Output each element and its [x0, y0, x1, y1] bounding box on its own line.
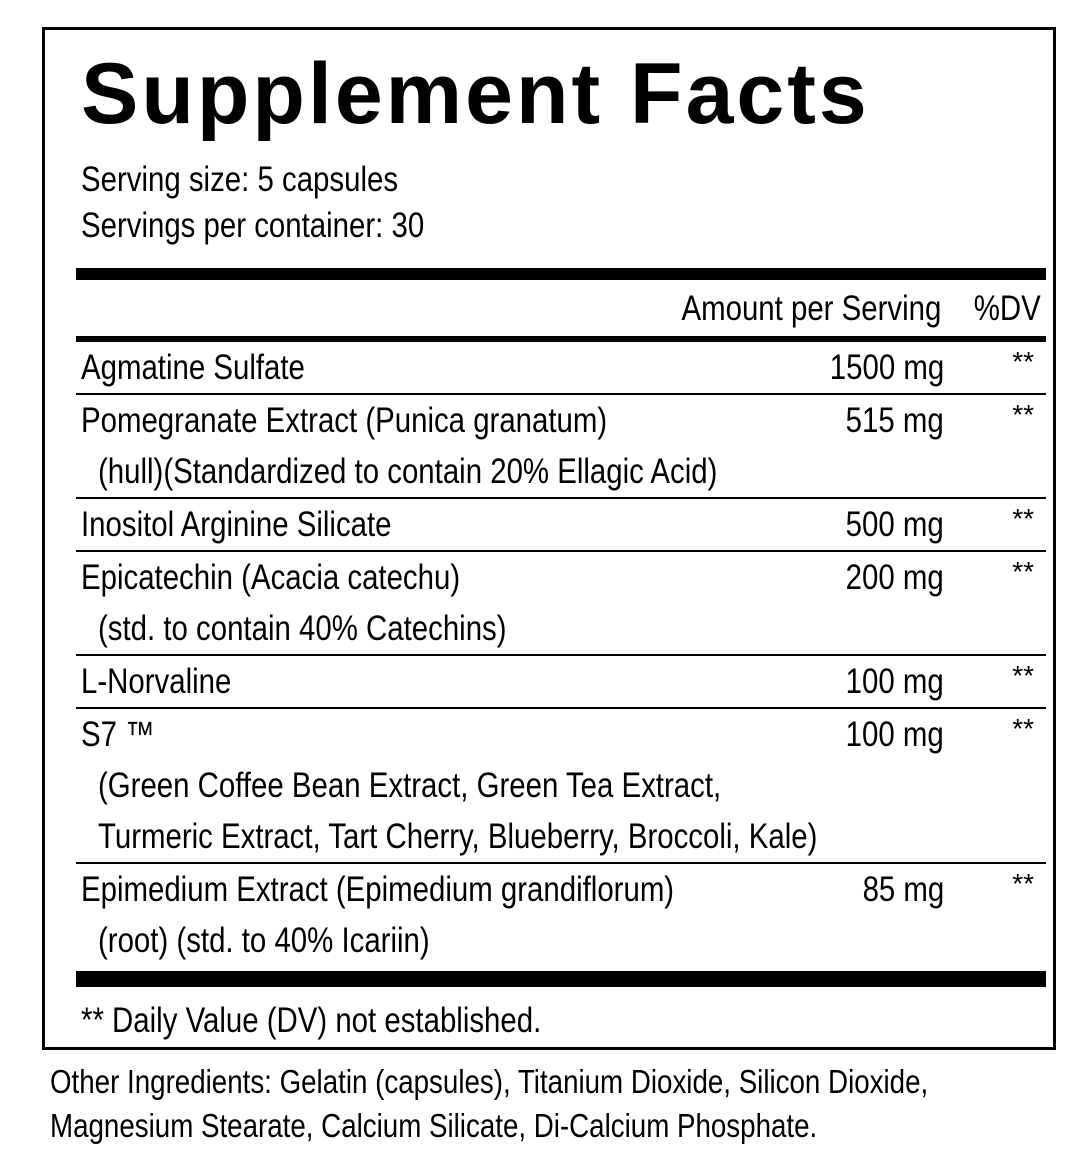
- ingredient-detail-line: [76, 603, 1046, 654]
- ingredient-detail-line: [76, 811, 1046, 862]
- ingredient-detail: (root) (std. to 40% Icariin): [98, 921, 430, 960]
- ingredient-row: [76, 709, 1046, 864]
- ingredient-amount: 100 mg: [845, 662, 944, 701]
- ingredient-name: Epimedium Extract (Epimedium grandiflorum): [81, 870, 675, 909]
- ingredient-main-line: [76, 342, 1046, 393]
- ingredient-amount: 515 mg: [845, 401, 944, 440]
- ingredient-amount: 200 mg: [845, 558, 944, 597]
- ingredient-row: [76, 552, 1046, 656]
- ingredient-main-line: [76, 395, 1046, 446]
- ingredient-row: [76, 395, 1046, 499]
- ingredient-dv: **: [1012, 399, 1034, 430]
- footnote: ** Daily Value (DV) not established.: [81, 1001, 542, 1040]
- other-ingredients-line: Other Ingredients: Gelatin (capsules), Titanium Dioxide, Silicon Dioxide,: [50, 1063, 929, 1100]
- ingredient-amount: 85 mg: [862, 870, 944, 909]
- ingredient-detail: (Green Coffee Bean Extract, Green Tea Extract,: [98, 766, 722, 805]
- supplement-facts-panel: [42, 27, 1056, 1050]
- ingredient-row: [76, 499, 1046, 552]
- ingredient-main-line: [76, 656, 1046, 707]
- ingredient-name: Epicatechin (Acacia catechu): [81, 558, 461, 597]
- ingredient-name: Agmatine Sulfate: [81, 348, 305, 387]
- other-ingredients-line: Magnesium Stearate, Calcium Silicate, Di-Calcium Phosphate.: [50, 1107, 818, 1144]
- ingredient-name: S7 ™: [81, 715, 155, 754]
- ingredient-detail-line: [76, 915, 1046, 966]
- daily-value-header: %DV: [974, 289, 1041, 328]
- ingredient-amount: 500 mg: [845, 505, 944, 544]
- ingredient-detail: (std. to contain 40% Catechins): [98, 609, 507, 648]
- amount-per-serving-header: Amount per Serving: [681, 289, 941, 328]
- ingredient-row: [76, 342, 1046, 395]
- ingredient-dv: **: [1012, 868, 1034, 899]
- ingredient-main-line: [76, 709, 1046, 760]
- ingredient-amount: 1500 mg: [829, 348, 944, 387]
- ingredient-detail-line: [76, 760, 1046, 811]
- ingredient-detail: (hull)(Standardized to contain 20% Ellagic Acid): [98, 452, 718, 491]
- ingredient-dv: **: [1012, 713, 1034, 744]
- other-ingredients: [50, 1060, 1041, 1148]
- ingredient-row: [76, 656, 1046, 709]
- serving-size: Serving size: 5 capsules: [81, 160, 399, 199]
- ingredient-dv: **: [1012, 556, 1034, 587]
- ingredient-list: [76, 342, 1046, 966]
- ingredient-detail-line: [76, 446, 1046, 497]
- ingredient-name: Pomegranate Extract (Punica granatum): [81, 401, 608, 440]
- ingredient-name: L-Norvaline: [81, 662, 232, 701]
- ingredient-main-line: [76, 864, 1046, 915]
- ingredient-main-line: [76, 499, 1046, 550]
- ingredient-name: Inositol Arginine Silicate: [81, 505, 392, 544]
- thick-divider-top: [76, 268, 1046, 280]
- ingredient-dv: **: [1012, 503, 1034, 534]
- ingredient-row: [76, 864, 1046, 966]
- ingredient-dv: **: [1012, 660, 1034, 691]
- ingredient-dv: **: [1012, 346, 1034, 377]
- servings-per-container: Servings per container: 30: [81, 206, 425, 245]
- ingredient-detail: Turmeric Extract, Tart Cherry, Blueberry, Broccoli, Kale): [98, 817, 818, 856]
- ingredient-amount: 100 mg: [845, 715, 944, 754]
- page-title: Supplement Facts: [81, 46, 870, 142]
- ingredient-main-line: [76, 552, 1046, 603]
- thick-divider-bottom: [76, 971, 1046, 987]
